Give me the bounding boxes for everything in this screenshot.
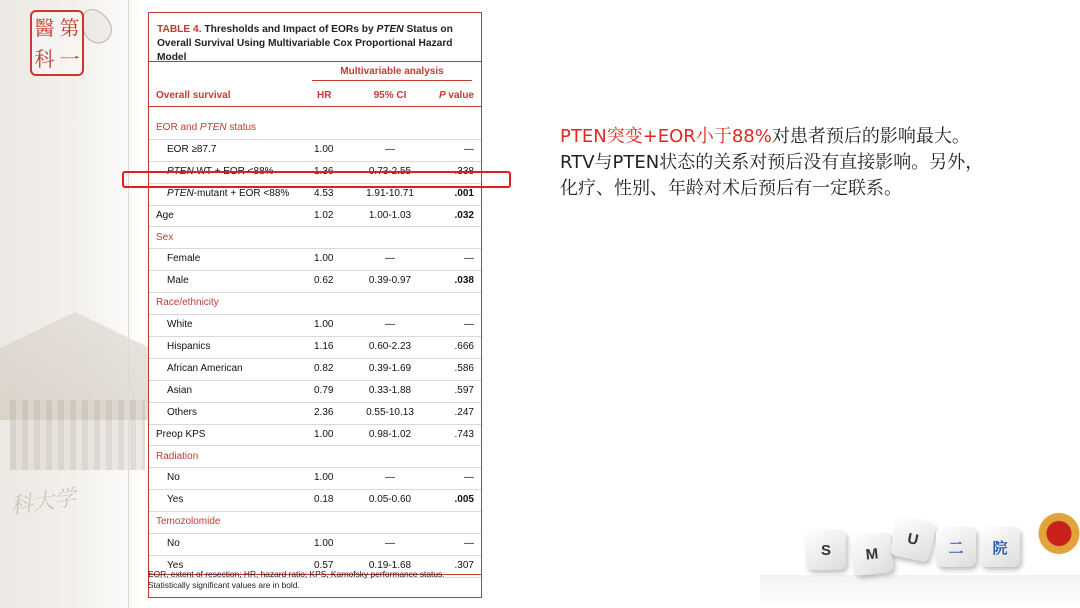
row-label	[156, 210, 174, 221]
table-category-row	[149, 511, 481, 534]
row-label-text: No	[167, 538, 180, 550]
cell-hr: 1.00	[314, 428, 334, 440]
seal-logo	[30, 10, 84, 76]
table-row	[149, 467, 481, 490]
row-label-text: Asian	[167, 384, 193, 396]
row-label	[156, 451, 198, 462]
cell-p: —	[464, 538, 474, 550]
table-row	[149, 533, 481, 556]
caption-text: Thresholds and Impact of EORs by	[204, 24, 377, 35]
highlight-box	[122, 171, 511, 188]
cell-hr: 1.02	[314, 209, 334, 221]
row-label-text: Radiation	[156, 450, 199, 462]
row-label	[167, 319, 193, 330]
cell-ci: 1.91-10.71	[366, 187, 414, 199]
footnote-line: Statistically significant values are in bold.	[148, 580, 300, 590]
table-row	[149, 139, 481, 162]
cell-hr: 1.00	[314, 253, 334, 265]
cell-ci: —	[385, 253, 395, 265]
table-row	[149, 205, 481, 228]
cell-hr: 0.79	[314, 384, 334, 396]
cell-p: .666	[454, 341, 474, 352]
col-header-p	[439, 90, 474, 101]
cell-hr: 1.00	[314, 143, 334, 155]
row-label	[167, 538, 180, 549]
row-label	[156, 122, 256, 133]
column-headers	[149, 88, 481, 106]
cell-ci: 0.73-2.55	[368, 165, 412, 177]
cell-hr: 4.53	[314, 187, 334, 199]
row-label-text: Others	[167, 406, 198, 418]
table-row	[149, 248, 481, 271]
cell-hr: 1.00	[314, 538, 334, 550]
row-label-text: Female	[167, 253, 201, 265]
row-label-gene: PTEN	[167, 187, 194, 199]
cell-ci: —	[385, 143, 395, 155]
table-row	[149, 314, 481, 337]
table-row	[149, 358, 481, 381]
cell-p: .597	[454, 384, 474, 396]
cell-hr: 0.82	[314, 362, 334, 374]
cell-p: .005	[454, 494, 474, 506]
cell-ci: 0.60-2.23	[368, 341, 412, 352]
table-panel	[148, 12, 482, 598]
row-label	[167, 407, 197, 418]
table-category-row	[149, 227, 481, 250]
cell-ci: 0.33-1.88	[368, 384, 412, 396]
cell-hr: 0.18	[314, 494, 334, 506]
table-rule	[149, 61, 481, 62]
group-rule	[312, 80, 472, 81]
emblem-logo	[1038, 495, 1080, 565]
table-category-row	[149, 117, 481, 140]
row-label	[167, 253, 200, 264]
table-row	[149, 336, 481, 359]
cell-ci: —	[385, 319, 395, 331]
row-label-text: Age	[156, 209, 174, 221]
row-label	[167, 144, 216, 155]
cell-p: .307	[454, 560, 474, 571]
shelf-decoration	[760, 575, 1080, 608]
row-label	[167, 363, 243, 374]
cell-p: —	[464, 253, 474, 265]
seal-char: 第	[59, 15, 80, 40]
col-header-p-italic: P	[438, 90, 446, 101]
cell-p: .247	[454, 406, 474, 418]
cell-hr: 1.16	[314, 341, 334, 352]
cell-p: .338	[454, 165, 474, 177]
header-rule	[149, 106, 481, 107]
cell-p: .586	[454, 362, 474, 374]
table-row	[149, 402, 481, 425]
table-category-row	[149, 446, 481, 469]
roof-illustration	[10, 400, 145, 470]
row-label-text: EOR ≥87.7	[167, 143, 217, 155]
divider-line	[128, 0, 129, 608]
seal-char: 一	[59, 46, 80, 71]
row-label	[167, 494, 183, 505]
row-label	[156, 429, 205, 440]
row-label-text: Yes	[167, 494, 184, 506]
row-label	[167, 188, 289, 199]
summary-note	[560, 124, 1000, 202]
col-header-label: Overall survival	[156, 90, 231, 101]
row-label	[167, 341, 210, 352]
seal-char: 科	[34, 46, 55, 71]
cell-hr: 2.36	[314, 406, 334, 418]
row-label-text: White	[167, 319, 193, 331]
table-caption	[149, 13, 481, 63]
cell-p: —	[464, 472, 474, 484]
cell-p: .001	[454, 187, 474, 199]
row-label-text: African American	[167, 362, 243, 374]
cell-hr: 1.00	[314, 319, 334, 331]
row-label-text: EOR and	[156, 122, 200, 133]
row-label-text: Sex	[156, 231, 174, 243]
table-row	[149, 380, 481, 403]
cell-ci: 0.39-1.69	[368, 362, 412, 374]
table-footnote	[148, 569, 508, 591]
cell-ci: —	[385, 472, 395, 484]
letter-block: S	[806, 530, 846, 570]
row-label-gene: PTEN	[199, 122, 227, 133]
row-label-text: Temozolomide	[156, 516, 221, 528]
row-label-gene: PTEN	[167, 165, 194, 177]
row-label-text: No	[167, 472, 180, 484]
row-label-text: WT + EOR <88%	[193, 165, 274, 177]
caption-gene: PTEN	[376, 24, 404, 35]
row-label-text: Preop KPS	[156, 428, 206, 440]
row-label	[156, 232, 173, 243]
calligraphy-watermark: 科大学	[8, 485, 78, 520]
cell-hr: 0.57	[314, 560, 334, 571]
letter-block: U	[889, 515, 936, 562]
row-label	[156, 297, 219, 308]
cell-ci: 1.00-1.03	[368, 209, 412, 221]
letter-block: 二	[936, 527, 976, 567]
cell-hr: 1.36	[314, 165, 334, 177]
row-label	[167, 275, 189, 286]
row-label	[167, 385, 192, 396]
row-label-text: -mutant + EOR <88%	[193, 187, 290, 199]
table-label: TABLE 4.	[157, 24, 202, 35]
footnote-line: EOR, extent of resection; HR, hazard ratio; KPS, Karnofsky performance status.	[148, 569, 445, 579]
row-label-text: status	[226, 122, 257, 133]
note-highlight: PTEN突变+EOR小于88%	[560, 126, 772, 147]
cell-ci: —	[385, 538, 395, 550]
row-label	[167, 472, 180, 483]
cell-ci: 0.39-0.97	[368, 275, 412, 287]
row-label-text: Male	[167, 275, 189, 287]
cell-ci: 0.05-0.60	[368, 494, 412, 506]
cell-hr: 0.62	[314, 275, 334, 287]
row-label-text: Hispanics	[167, 341, 211, 352]
cell-p: —	[464, 319, 474, 331]
note-text: 对患者预后的影响最大。RTV与PTEN状态的关系对预后没有直接影响。另外，化疗、性别、年龄对术后预后有一定联系。	[560, 126, 984, 199]
col-header-hr: HR	[317, 90, 332, 101]
cell-p: —	[464, 143, 474, 155]
cell-hr: 1.00	[314, 472, 334, 484]
cell-ci: 0.55-10.13	[366, 406, 414, 418]
seal-char: 醫	[34, 15, 55, 40]
col-header-ci: 95% CI	[373, 90, 407, 101]
table-row	[149, 489, 481, 512]
col-header-p-rest: value	[445, 90, 474, 101]
table-row	[149, 424, 481, 447]
row-label-text: Race/ethnicity	[156, 297, 219, 309]
row-label-text: Yes	[167, 560, 184, 571]
letter-block: 院	[980, 527, 1020, 567]
cell-p: .743	[454, 428, 474, 440]
letter-block: M	[850, 532, 894, 576]
cell-ci: 0.98-1.02	[368, 428, 412, 440]
cell-ci: 0.19-1.68	[368, 560, 412, 571]
cell-p: .032	[454, 209, 474, 221]
cell-p: .038	[454, 275, 474, 287]
table-row	[149, 270, 481, 293]
caption-text: Status on Overall Survival Using Multivariable Cox Proportional Hazard Model	[157, 24, 453, 63]
group-header: Multivariable analysis	[340, 66, 444, 77]
table-category-row	[149, 292, 481, 315]
row-label	[156, 516, 220, 527]
